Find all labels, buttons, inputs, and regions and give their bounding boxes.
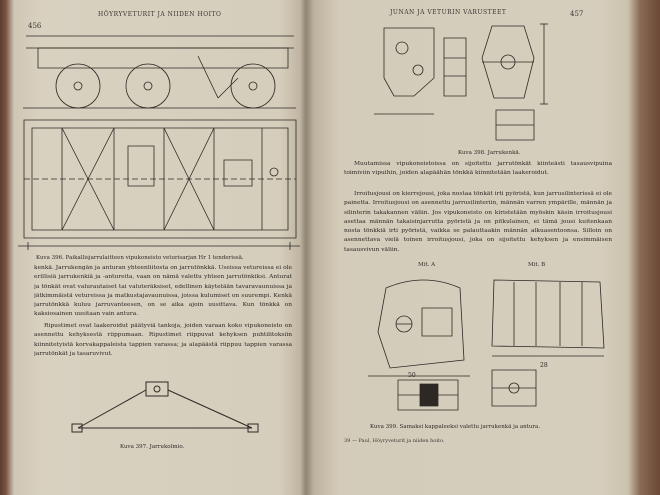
dimension-28: 28 <box>540 362 548 369</box>
left-page <box>0 0 305 495</box>
left-figure-top-caption: Kuva 396. Paikallisjarrulaitteen vipukoneisto veturisarjan Hr 1 tenderissä. <box>36 255 244 261</box>
right-paragraph-1: Muutamissa vipukoneistoissa on sijoitettu jarrutönkät kiinteästi tasausvipuina toimiviin vipuihin, joiden alapäähän tönkkä kiinnitetään laakeroidut. <box>344 161 612 177</box>
right-figure-bottom-caption: Kuva 399. Samaksi kappaleeksi valettu jarrukenkä ja antura. <box>370 424 541 430</box>
left-page-number: 456 <box>28 22 42 30</box>
left-running-head: HÖYRYVETURIT JA NIIDEN HOITO <box>98 11 222 18</box>
cast-shoe-drawing <box>364 268 614 416</box>
tender-brake-drawing <box>18 28 300 250</box>
left-paragraph-1: kenkä. Jarrukengän ja anturan yhteenliitosta on jarrutönkkä. Useissa vetureissa ei ole erillisiä jarrukenkiä ja -antureita, vaan on nämä valettu yhteen jarrutönkiksi. Anturat ja tönkät ovat valurautaiset tai valuteräksiset, edellinen käytetään tavaravaunuissa ja jätkimmäistä vetureissa ja matkustajavaunuissa, joissa kulumiset on suurempi. Kenkä jarrutönkkä kuluu jarruvanteesen, on se aika ajoin uusittava. Kun tönkkä on kaksiosainen uusitaan vain antura. <box>34 265 292 318</box>
left-figure-bottom-caption: Kuva 397. Jarrukolmio. <box>120 444 185 450</box>
dimension-50: 50 <box>408 372 416 379</box>
right-page-footer: 39 — Paul, Höyryveturit ja niiden hoito. <box>344 438 445 444</box>
brake-shoe-drawing <box>374 18 596 146</box>
label-a: Mit. A <box>418 262 436 268</box>
right-page-number: 457 <box>570 10 584 18</box>
right-paragraph-2: Irroitusjousi on kierrejousi, joka nostaa tönkät irti pyöristä, kun jarrusilinterissä ei ole painetta. Irroitusjousi on asennettu jarrusilinteriin, männän varren ympärille, männän ja silinterin takakannen väliin. Jos vipukoneisto on kiristetään myöskin käsin irroitusjousi asettaa männän takaisinjarrutta pyöristä ja on pitkulainen, ei tämä jousi kuitenkaan nosta tönkkiä irti pyöristä, vaikka se palauttaakin männän alkuasentoonsa. Silloin on asennettava vielä toinen irroitusjousi, joka on sijoitettu kehyksen ja ensimmäisen tasausvivun väliin. <box>344 191 612 253</box>
left-paragraph-2: Ripustimet ovat laakeroidut päätyviä tankoja, joiden varaan koko vipukoneisto on asennettu kehyksestä riippumaan. Ripustimet riippuvat kehyksen puhtilitoksiin kiinnitetyistä korvakappaleista tappien varassa; ja alapäästä riippuu tappien varassa jarrutönkät ja tasaruvivut. <box>34 323 292 357</box>
brake-triangle-drawing <box>70 376 260 438</box>
right-running-head: JUNAN JA VETURIN VARUSTEET <box>390 9 507 16</box>
label-b: Mit. B <box>528 262 546 268</box>
right-figure-top-caption: Kuva 398. Jarrukenkä. <box>458 150 521 156</box>
right-page <box>308 0 638 495</box>
